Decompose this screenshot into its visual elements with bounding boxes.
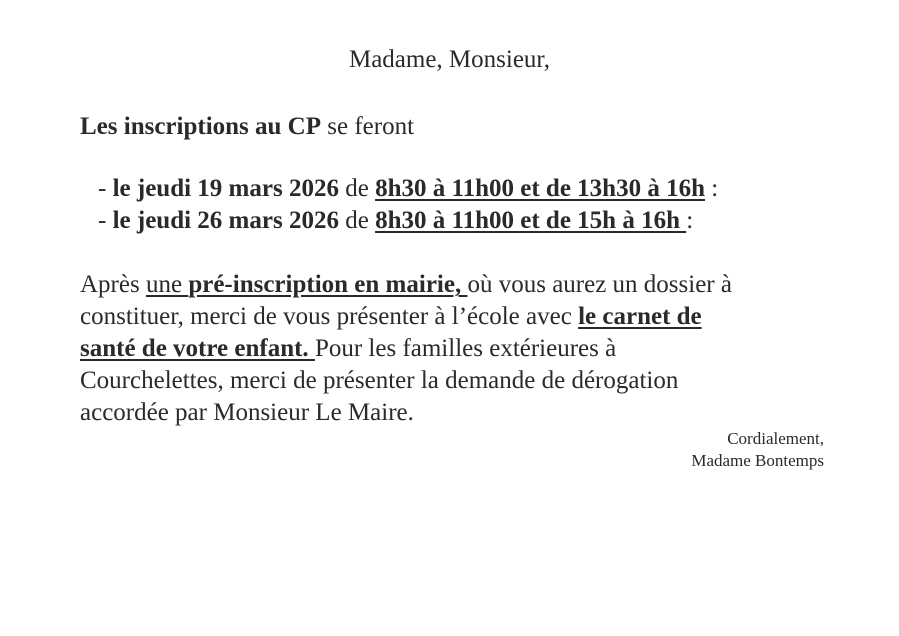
closing-text: Cordialement, xyxy=(727,429,824,448)
underlined-text: une xyxy=(145,271,189,298)
paragraph-line-3 xyxy=(80,333,820,365)
signature-name: Madame Bontemps xyxy=(691,451,824,470)
schedule-line-1 xyxy=(98,173,718,205)
schedule-de: de xyxy=(338,175,376,202)
intro-bold: Les inscriptions au CP xyxy=(80,113,322,140)
underlined-bold-text: santé de votre enfant. xyxy=(80,335,315,362)
paragraph-line-2 xyxy=(80,301,820,333)
schedule-hours: 8h30 à 11h00 et de 13h30 à 16h xyxy=(375,175,705,202)
text-fragment: Après xyxy=(80,271,146,298)
schedule-dash: - xyxy=(98,175,113,202)
body-paragraph xyxy=(80,269,820,429)
text-fragment: constituer, merci de vous présenter à l’école avec xyxy=(80,303,579,330)
text-fragment: où vous aurez un dossier à xyxy=(467,271,732,298)
schedule-end: : xyxy=(704,175,719,202)
paragraph-line-5: accordée par Monsieur Le Maire. xyxy=(80,399,414,426)
schedule-line-2 xyxy=(98,205,693,237)
schedule-de: de xyxy=(338,207,376,234)
text-fragment: Pour les familles extérieures à xyxy=(314,335,617,362)
intro-rest: se feront xyxy=(321,113,415,140)
schedule-hours: 8h30 à 11h00 et de 15h à 16h xyxy=(375,207,687,234)
greeting: Madame, Monsieur, xyxy=(348,46,551,73)
schedule-end: : xyxy=(686,207,694,234)
schedule-date: le jeudi 19 mars 2026 xyxy=(112,175,339,202)
paragraph-line-4: Courchelettes, merci de présenter la demande de dérogation xyxy=(80,367,679,394)
schedule-dash: - xyxy=(98,207,113,234)
schedule-date: le jeudi 26 mars 2026 xyxy=(112,207,339,234)
intro-line xyxy=(80,111,414,143)
signature-block xyxy=(691,428,824,472)
underlined-bold-text: le carnet de xyxy=(578,303,702,330)
underlined-bold-text: pré-inscription en mairie, xyxy=(188,271,468,298)
paragraph-line-1 xyxy=(80,269,820,301)
